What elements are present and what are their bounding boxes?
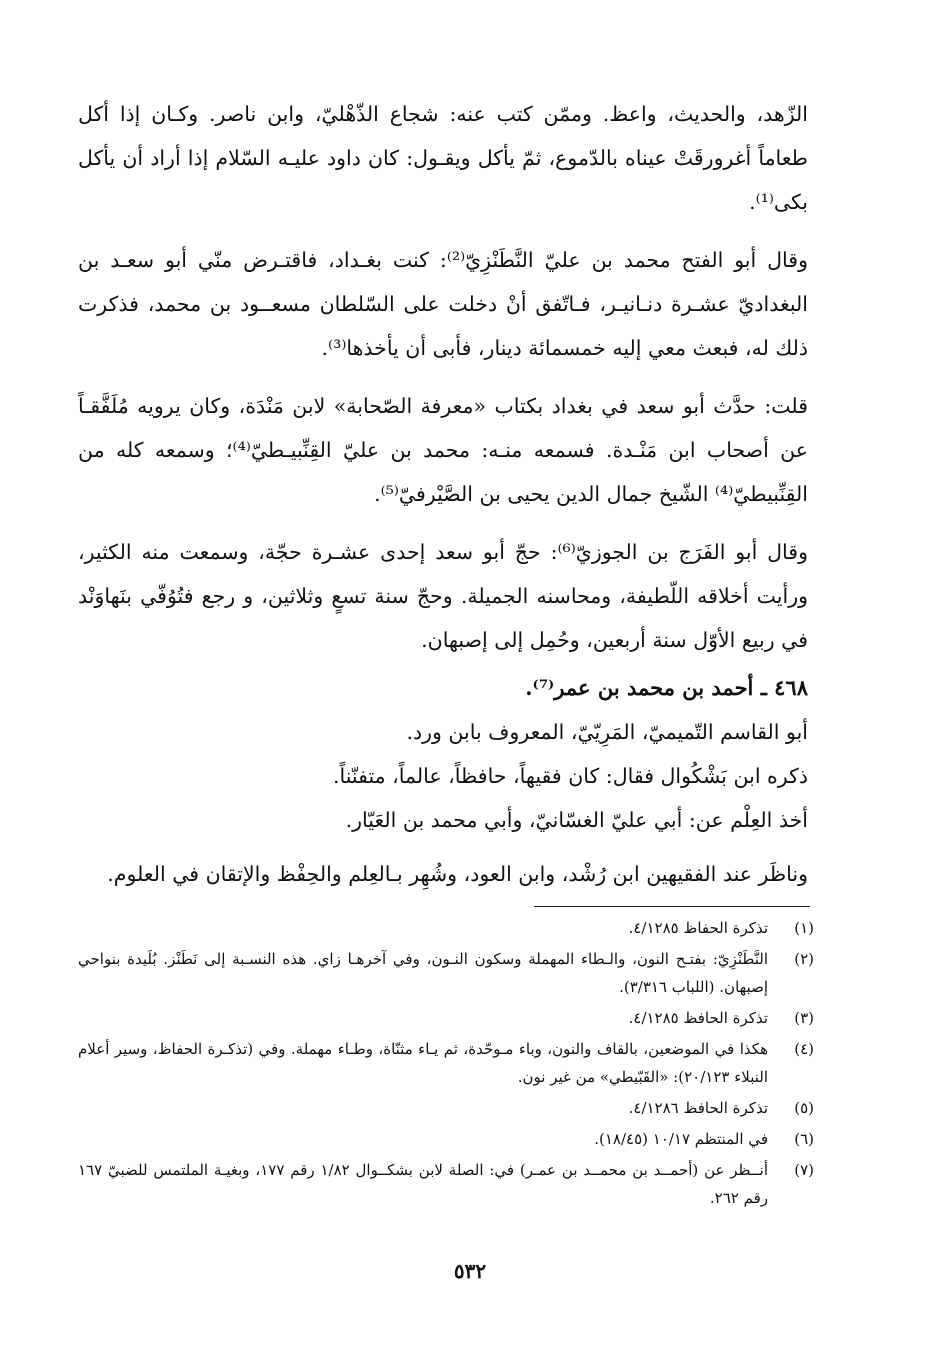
footnote-6 bbox=[78, 1125, 814, 1153]
footnote-2 bbox=[78, 945, 814, 1001]
paragraph-5: وناظَر عند الفقيهين ابن رُشْد، وابن العود، وشُهِر بـالعِلم والحِفْظ والإتقان في العلوم. bbox=[107, 862, 808, 886]
footnote-number: (٧) bbox=[794, 1161, 814, 1179]
footnote-4 bbox=[78, 1035, 814, 1091]
footnote-number: (٣) bbox=[794, 1009, 814, 1027]
paragraph-1: الزّهد، والحديث، واعظ. وممّن كتب عنه: شجاع الذّهْليّ، وابن ناصر. وكـان إذا أكل طعاماً أغرورقَتْ عيناه بالدّموع، ثمّ يأكل ويقـول: كان داود عليـه السّلام إذا أراد أن يأكل بكى⁽¹⁾. bbox=[78, 102, 808, 214]
footnote-text: في المنتظم ١٠/١٧ (١٨/٤٥). bbox=[594, 1130, 768, 1148]
footnote-5 bbox=[78, 1094, 814, 1122]
footnote-text: تذكرة الحفاظ ٤/١٢٨٥. bbox=[628, 919, 768, 937]
footnotes bbox=[78, 914, 814, 1215]
paragraph-4: وقال أبو الفَرَج بن الجوزيّ⁽⁶⁾: حجّ أبو سعد إحدى عشـرة حجّة، وسمعت منه الكثير، ورأيت أخلاقه اللّطيفة، ومحاسنه الجميلة. وحجّ سنة تسعٍ وثلاثين، و رجع فتُوُفّي بنَهاوَنْد في ربيع الأوّل سنة أربعين، وحُمِل إلى إصبهان. bbox=[78, 540, 808, 652]
footnote-3 bbox=[78, 1004, 814, 1032]
footnote-number: (٥) bbox=[794, 1099, 814, 1117]
paragraph-3: قلت: حدَّث أبو سعد في بغداد بكتاب «معرفة الصّحابة» لابن مَنْدَة، وكان يرويه مُلَفَّقـاً عن أصحاب ابن مَنْـدة. فسمعه منـه: محمد بن عليّ القِنِّبيـطيّ⁽⁴⁾؛ وسمعه كله من القِنِّبيطيّ⁽⁴⁾ الشّيخ جمال الدين يحيى بن الصَّيْرفيّ⁽⁵⁾. bbox=[78, 394, 808, 506]
paragraph-2: وقال أبو الفتح محمد بن عليّ النَّطَنْزِيّ⁽²⁾: كنت بغـداد، فاقتـرض منّي أبو سعـد بن البغداديّ عشـرة دنـانيـر، فـاتّفق أنْ دخلت على السّلطان مسعــود بن محمد، فذكرت ذلك له، فبعث معي إليه خمسمائة دينار، فأبى أن يأخذها⁽³⁾. bbox=[78, 248, 808, 360]
footnote-number: (٦) bbox=[794, 1130, 814, 1148]
entry-heading: ٤٦٨ ـ أحمد بن محمد بن عمر⁽⁷⁾. bbox=[525, 675, 808, 700]
footnote-text: تذكرة الحافظ ٤/١٢٨٥. bbox=[628, 1009, 768, 1027]
main-text bbox=[78, 92, 808, 910]
footnote-7 bbox=[78, 1156, 814, 1212]
page-number: ٥٣٢ bbox=[453, 1259, 487, 1283]
entry-line-2: ذكره ابن بَشْكُوال فقال: كان فقيهاً، حافظاً، عالماً، متفنّناً. bbox=[332, 764, 808, 788]
footnote-text: النَّطَنْزِيّ: بفتـح النون، والـطاء المهملة وسكون النـون، وفي آخرهـا زاي. هذه النسـبة إلى نَطَنْز. بُلَيدة بنواحي إصبهان. (اللباب ٣/٣١٦). bbox=[78, 950, 768, 996]
footnote-number: (٤) bbox=[794, 1040, 814, 1058]
entry-line-1: أبو القاسم التّميميّ، المَرِيّيّ، المعروف بابن ورد. bbox=[406, 720, 808, 744]
entry-line-3: أخذ العِلْم عن: أبي عليّ الغسّانيّ، وأبي محمد بن العَيّار. bbox=[345, 808, 808, 832]
footnote-text: أنــظر عن (أحمــد بن محمــد بن عمـر) في: الصلة لابن بشكــوال ١/٨٢ رقم ١٧٧، وبغيـة الملتمس للضبيّ ١٦٧ رقم ٢٦٢. bbox=[78, 1161, 768, 1207]
footnote-text: تذكرة الحافظ ٤/١٢٨٦. bbox=[628, 1099, 768, 1117]
footnote-number: (١) bbox=[794, 919, 814, 937]
footnote-text: هكذا في الموضعين، بالقاف والنون، وباء مـوحّدة، ثم يـاء مثنّاة، وطـاء مهملة. وفي (تذكـرة الحفاظ، وسير أعلام النبلاء ٢٠/١٢٣): «القَبّيطي» من غير نون. bbox=[78, 1040, 768, 1086]
footnote-divider bbox=[534, 906, 810, 907]
footnote-1 bbox=[78, 914, 814, 942]
footnote-number: (٢) bbox=[794, 950, 814, 968]
